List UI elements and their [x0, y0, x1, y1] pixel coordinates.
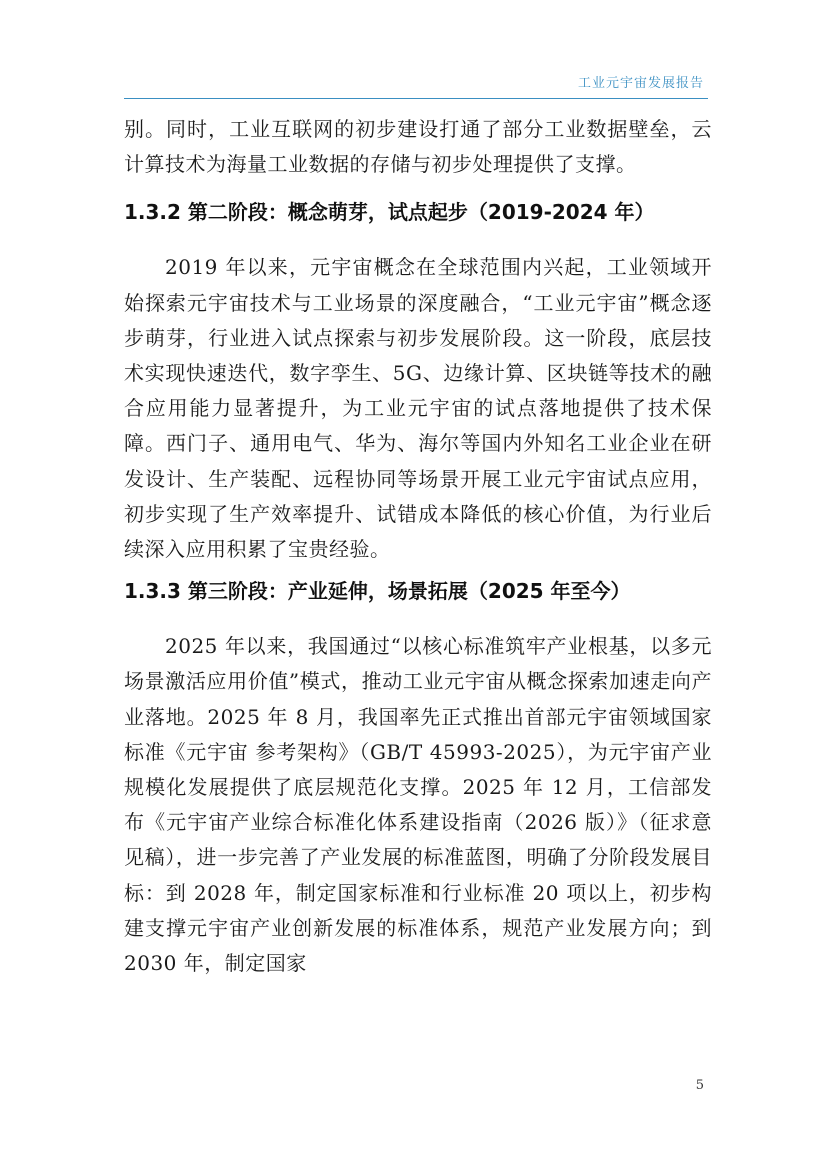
- page-header: [124, 66, 708, 99]
- section-1-3-2-paragraph: 2019 年以来，元宇宙概念在全球范围内兴起，工业领域开始探索元宇宙技术与工业场景的深度融合，“工业元宇宙”概念逐步萌芽，行业进入试点探索与初步发展阶段。这一阶段，底层技术实现快速迭代，数字孪生、5G、边缘计算、区块链等技术的融合应用能力显著提升，为工业元宇宙的试点落地提供了技术保障。西门子、通用电气、华为、海尔等国内外知名工业企业在研发设计、生产装配、远程协同等场景开展工业元宇宙试点应用，初步实现了生产效率提升、试错成本降低的核心价值，为行业后续深入应用积累了宝贵经验。: [124, 255, 712, 562]
- continued-paragraph: 别。同时，工业互联网的初步建设打通了部分工业数据壁垒，云计算技术为海量工业数据的存储与初步处理提供了支撑。: [124, 117, 712, 177]
- header-title: 工业元宇宙发展报告: [577, 76, 704, 91]
- section-1-3-3-paragraph: 2025 年以来，我国通过“以核心标准筑牢产业根基，以多元场景激活应用价值”模式，推动工业元宇宙从概念探索加速走向产业落地。2025 年 8 月，我国率先正式推出首部元宇宙领域国家标准《元宇宙 参考架构》（GB/T 45993-2025），为元宇宙产业规模化发展提供了底层规范化支撑。2025 年 12 月，工信部发布《元宇宙产业综合标准化体系建设指南（2026 版）》（征求意见稿），进一步完善了产业发展的标准蓝图，明确了分阶段发展目标：到 2028 年，制定国家标准和行业标准 20 项以上，初步构建支撑元宇宙产业创新发展的标准体系，规范产业发展方向；到 2030 年，制定国家: [124, 634, 712, 976]
- document-body: [124, 112, 712, 981]
- section-heading-1-3-2: 1.3.2 第二阶段：概念萌芽，试点起步（2019-2024 年）: [124, 200, 655, 225]
- section-heading-1-3-3: 1.3.3 第三阶段：产业延伸，场景拓展（2025 年至今）: [124, 579, 631, 604]
- page-number: 5: [695, 1078, 704, 1093]
